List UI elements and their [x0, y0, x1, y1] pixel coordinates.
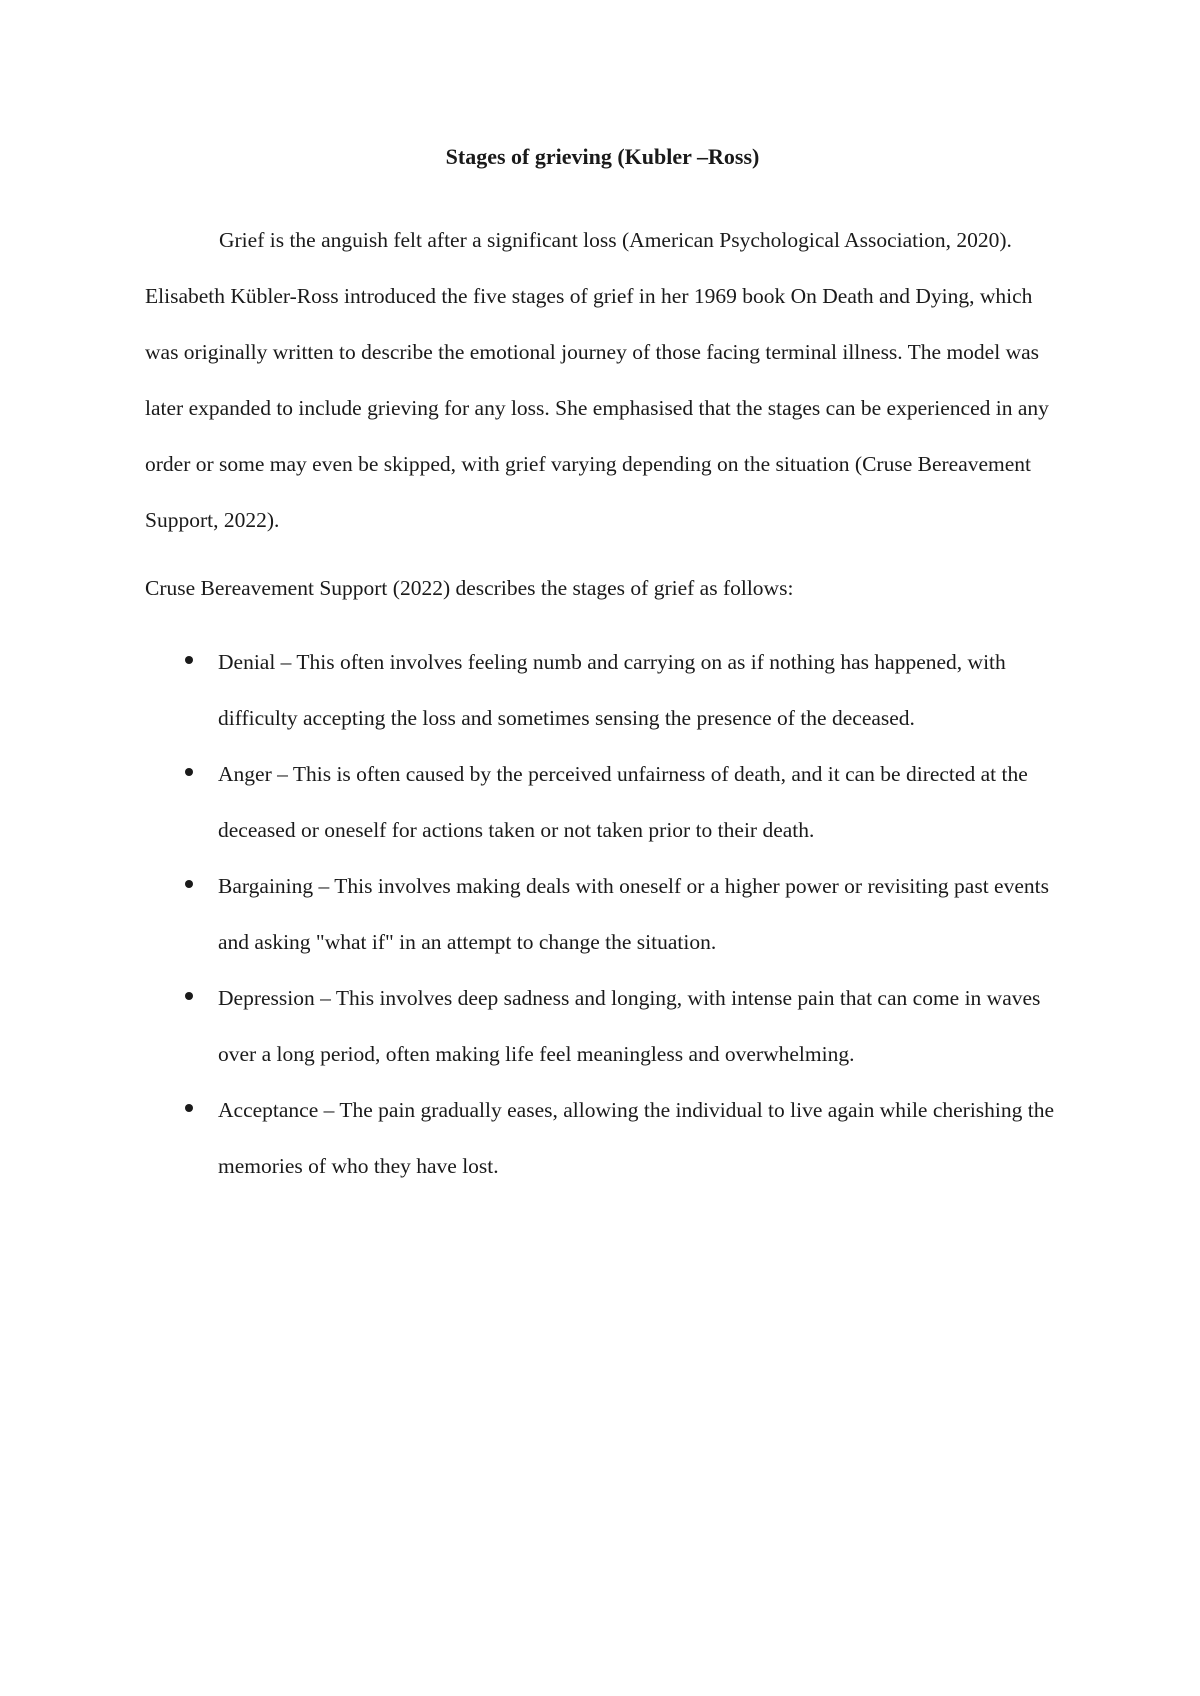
list-item-bargaining [145, 858, 1060, 970]
document-body [145, 142, 1060, 1194]
bullet-icon [185, 880, 193, 888]
stage-text: Anger – This is often caused by the perceived unfairness of death, and it can be directed at the deceased or oneself for actions taken or not taken prior to their death. [218, 762, 1028, 842]
list-item-depression [145, 970, 1060, 1082]
document-title: Stages of grieving (Kubler –Ross) [445, 144, 760, 169]
list-item-denial [145, 634, 1060, 746]
bullet-icon [185, 1104, 193, 1112]
bullet-icon [185, 768, 193, 776]
list-item-acceptance [145, 1082, 1060, 1194]
stage-text: Depression – This involves deep sadness and longing, with intense pain that can come in waves over a long period, often making life feel meaningless and overwhelming. [218, 986, 1041, 1066]
stage-text: Acceptance – The pain gradually eases, allowing the individual to live again while cherishing the memories of who they have lost. [218, 1098, 1055, 1178]
intro-paragraph: Grief is the anguish felt after a significant loss (American Psychological Association, 2020). Elisabeth Kübler-Ross introduced the five stages of grief in her 1969 book On Death and Dying, which was originally written to describe the emotional journey of those facing terminal illness. The model was later expanded to include grieving for any loss. She emphasised that the stages can be experienced in any order or some may even be skipped, with grief varying depending on the situation (Cruse Bereavement Support, 2022). [145, 228, 1049, 532]
stage-text: Bargaining – This involves making deals with oneself or a higher power or revisiting past events and asking "what if" in an attempt to change the situation. [218, 874, 1049, 954]
lead-in-paragraph: Cruse Bereavement Support (2022) describes the stages of grief as follows: [145, 576, 794, 600]
stages-list [145, 634, 1060, 1194]
stage-text: Denial – This often involves feeling numb and carrying on as if nothing has happened, with difficulty accepting the loss and sometimes sensing the presence of the deceased. [218, 650, 1006, 730]
bullet-icon [185, 656, 193, 664]
bullet-icon [185, 992, 193, 1000]
list-item-anger [145, 746, 1060, 858]
